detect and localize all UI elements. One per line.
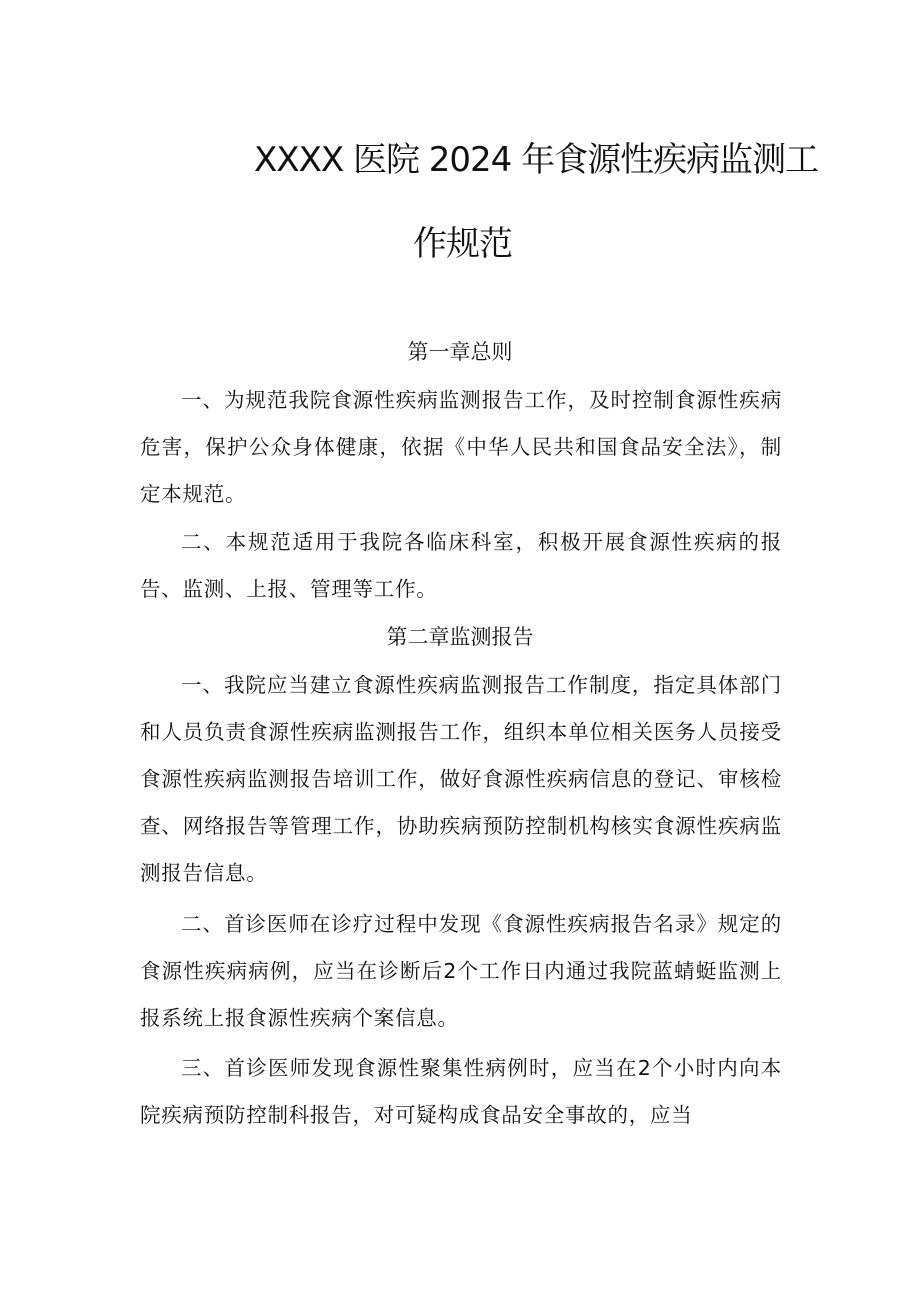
chapter-2-paragraph-1: 一、我院应当建立食源性疾病监测报告工作制度，指定具体部门和人员负责食源性疾病监测报告工作，组织本单位相关医务人员接受食源性疾病监测报告培训工作，做好食源性疾病信息的登记、审核检查、网络报告等管理工作，协助疾病预防控制机构核实食源性疾病监测报告信息。 [140, 673, 782, 885]
chapter-2-paragraph-2: 二、首诊医师在诊疗过程中发现《食源性疾病报告名录》规定的食源性疾病病例，应当在诊断后2个工作日内通过我院蓝蜻蜓监测上报系统上报食源性疾病个案信息。 [140, 912, 782, 1030]
chapter-1-paragraph-2: 二、本规范适用于我院各临床科室，积极开展食源性疾病的报告、监测、上报、管理等工作。 [140, 530, 782, 601]
document-title-line-1: XXXX 医院 2024 年食源性疾病监测工 [254, 140, 819, 180]
chapter-2-paragraph-3: 三、首诊医师发现食源性聚集性病例时，应当在2个小时内向本院疾病预防控制科报告，对可疑构成食品安全事故的，应当 [140, 1056, 782, 1127]
document-title-line-2: 作规范 [413, 224, 512, 264]
chapter-1-paragraph-1: 一、为规范我院食源性疾病监测报告工作，及时控制食源性疾病危害，保护公众身体健康，依据《中华人民共和国食品安全法》，制定本规范。 [140, 388, 782, 506]
chapter-1-heading: 第一章总则 [407, 340, 513, 364]
chapter-2-heading: 第二章监测报告 [386, 625, 534, 649]
